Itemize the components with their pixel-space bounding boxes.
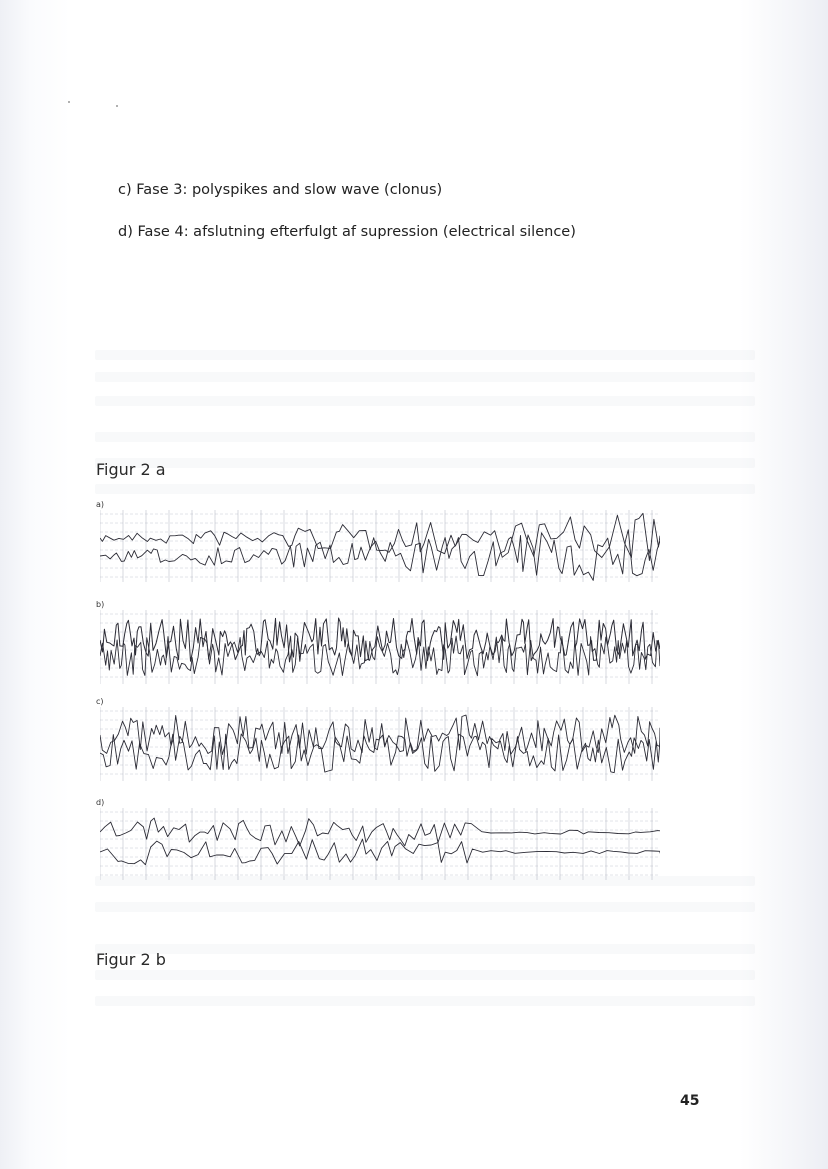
eeg-trace-c — [100, 707, 660, 781]
eeg-strip-c — [96, 697, 666, 783]
eeg-channel-1 — [100, 818, 660, 846]
eeg-strip-a — [96, 500, 666, 584]
list-item-fase-4 — [118, 224, 576, 240]
page-number: 45 — [680, 1093, 700, 1109]
eeg-channel-2 — [100, 734, 660, 773]
eeg-channel-2 — [100, 636, 660, 676]
list-marker: c) — [118, 182, 132, 198]
figure-2b-caption: Figur 2 b — [96, 950, 166, 969]
list-text: Fase 4: afslutning efterfulgt af supression (electrical silence) — [137, 224, 576, 240]
list-marker: d) — [118, 224, 133, 240]
scan-speck — [116, 105, 118, 107]
figure-2a-caption: Figur 2 a — [96, 460, 166, 479]
list-text: Fase 3: polyspikes and slow wave (clonus) — [136, 182, 443, 198]
strip-label: b) — [96, 600, 105, 609]
eeg-trace-d — [100, 808, 660, 880]
list-item-fase-3 — [118, 182, 442, 198]
eeg-channel-2 — [100, 839, 660, 865]
strip-label: d) — [96, 798, 105, 807]
eeg-trace-a — [100, 510, 660, 582]
eeg-channel-1 — [100, 513, 660, 560]
eeg-grid — [100, 808, 660, 880]
eeg-channel-2 — [100, 530, 660, 581]
eeg-strip-d — [96, 798, 666, 882]
eeg-trace-b — [100, 610, 660, 684]
scan-speck — [68, 101, 70, 103]
eeg-strip-b — [96, 600, 666, 686]
strip-label: a) — [96, 500, 105, 509]
strip-label: c) — [96, 697, 104, 706]
